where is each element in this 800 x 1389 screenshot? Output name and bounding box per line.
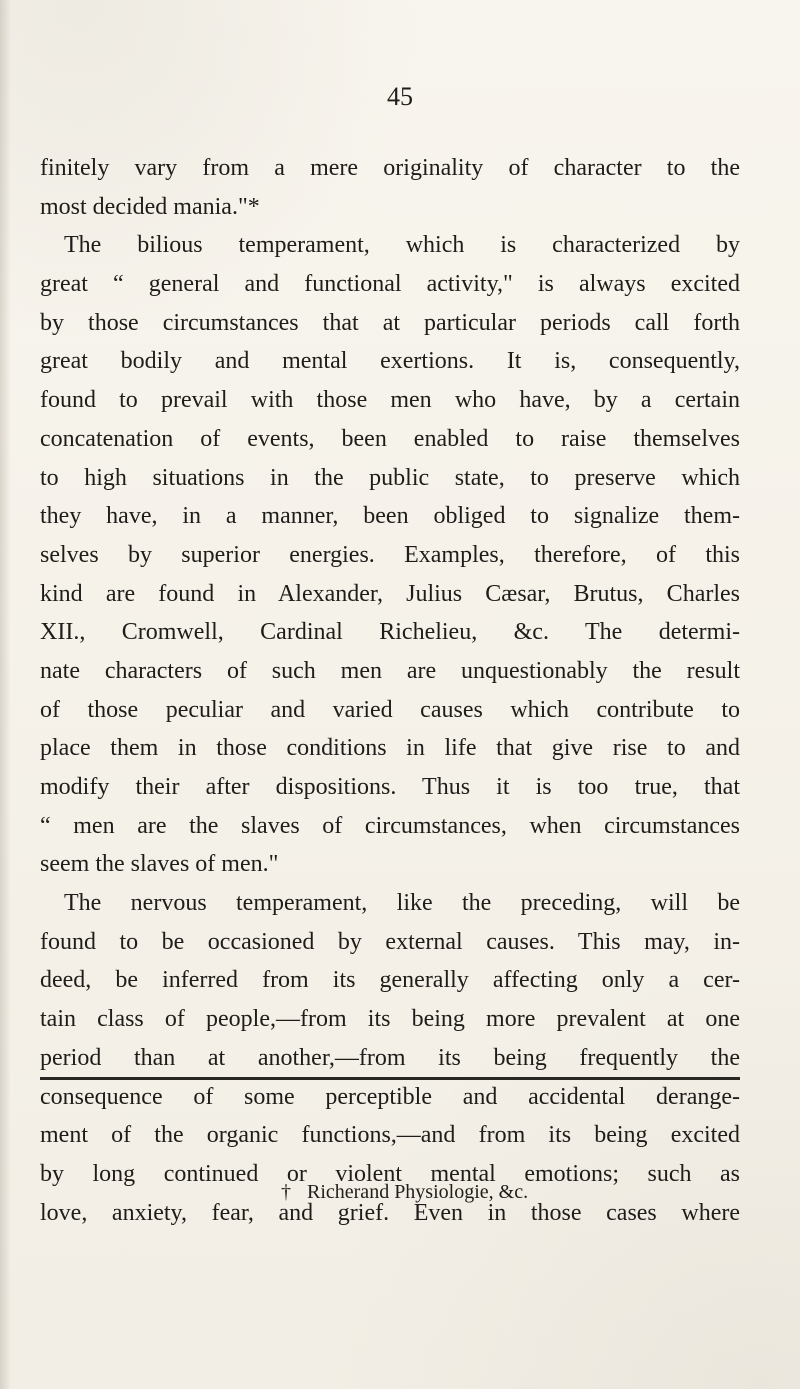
text-line: to high situations in the public state, to preserve which <box>40 464 740 491</box>
text-line: seem the slaves of men." <box>40 851 279 878</box>
text-line: concatenation of events, been enabled to raise themselves <box>40 425 740 452</box>
text-line: great bodily and mental exertions. It is, consequently, <box>40 348 740 375</box>
text-line: kind are found in Alexander, Julius Cæsar, Brutus, Charles <box>40 580 740 607</box>
page-left-shadow <box>0 0 10 1389</box>
text-line: found to be occasioned by external causes. This may, in- <box>40 928 740 955</box>
text-line: XII., Cromwell, Cardinal Richelieu, &c. The determi- <box>40 619 740 646</box>
text-line: found to prevail with those men who have, by a certain <box>40 387 740 414</box>
text-line: The bilious temperament, which is characterized by <box>64 232 740 259</box>
footnote-text: Richerand Physiologie, &c. <box>307 1181 529 1203</box>
text-line: consequence of some perceptible and accidental derange- <box>40 1083 740 1110</box>
text-line: The nervous temperament, like the preceding, will be <box>64 890 740 917</box>
dagger-icon: † <box>281 1181 291 1203</box>
text-line: “ men are the slaves of circumstances, when circumstances <box>40 812 740 839</box>
footnote <box>278 1180 578 1204</box>
text-line: place them in those conditions in life that give rise to and <box>40 735 740 762</box>
text-line: deed, be inferred from its generally affecting only a cer- <box>40 967 740 994</box>
text-line: by those circumstances that at particular periods call forth <box>40 309 740 336</box>
text-line: most decided mania."* <box>40 193 260 220</box>
page-number: 45 <box>387 82 413 111</box>
text-line: great “ general and functional activity," is always excited <box>40 271 740 298</box>
footnote-divider <box>40 1077 740 1080</box>
text-line: ment of the organic functions,—and from its being excited <box>40 1122 740 1149</box>
text-line: by long continued or violent mental emotions; such as <box>40 1160 740 1187</box>
text-line: love, anxiety, fear, and grief. Even in those cases where <box>40 1199 740 1226</box>
page-body-text <box>40 149 740 1232</box>
text-line: nate characters of such men are unquestionably the result <box>40 657 740 684</box>
text-line: period than at another,—from its being frequently the <box>40 1044 740 1071</box>
text-line: they have, in a manner, been obliged to signalize them- <box>40 503 740 530</box>
text-line: modify their after dispositions. Thus it is too true, that <box>40 774 740 800</box>
text-line: selves by superior energies. Examples, therefore, of this <box>40 541 740 568</box>
text-line: tain class of people,—from its being more prevalent at one <box>40 1006 740 1033</box>
text-line: of those peculiar and varied causes which contribute to <box>40 696 740 723</box>
text-line: finitely vary from a mere originality of character to the <box>40 155 740 181</box>
